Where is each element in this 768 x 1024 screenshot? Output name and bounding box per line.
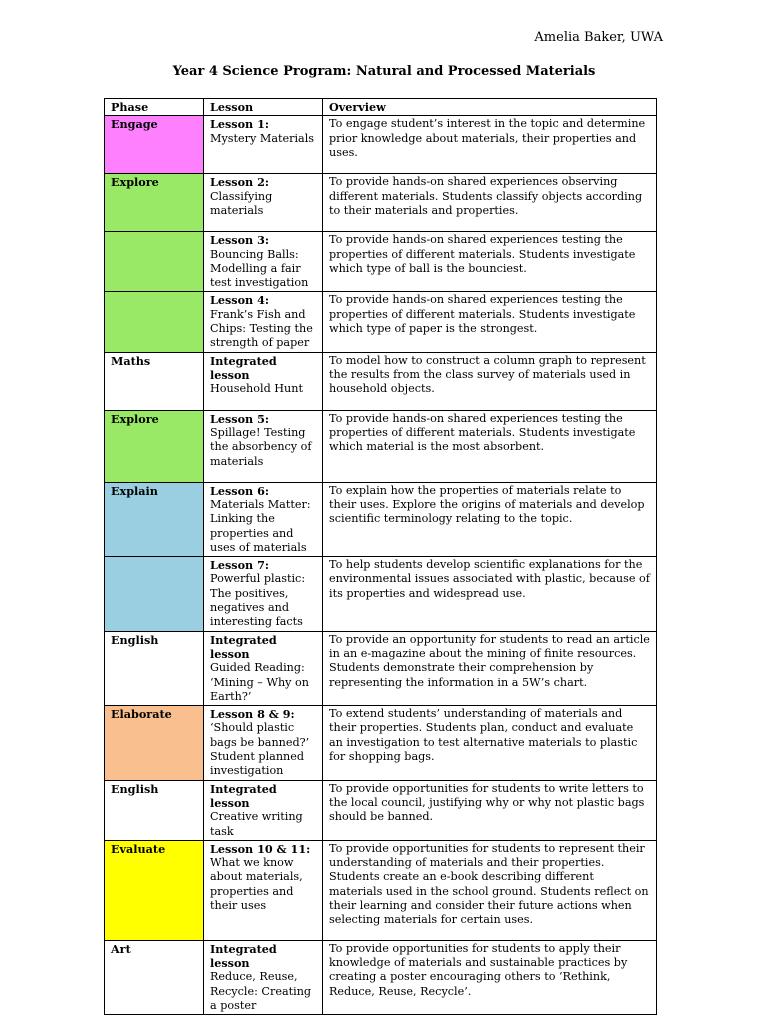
lesson-cell <box>204 706 323 780</box>
lesson-cell <box>204 232 323 292</box>
overview-cell: To help students develop scientific explanations for the environmental issues associated with plastic, because of its properties and widespread use. <box>323 557 657 631</box>
lesson-title: Integrated lesson <box>210 941 277 971</box>
lesson-cell <box>204 292 323 352</box>
phase-cell: English <box>105 780 204 840</box>
lesson-cell <box>204 352 323 410</box>
overview-cell: To model how to construct a column graph to represent the results from the class survey of materials used in household objects. <box>323 352 657 410</box>
table-row <box>105 706 657 780</box>
table-row <box>105 232 657 292</box>
lesson-title: Lesson 3: <box>210 233 269 248</box>
phase-cell <box>105 292 204 352</box>
lesson-subtitle: Materials Matter: Linking the properties and uses of materials <box>210 497 311 554</box>
column-header-phase: Phase <box>105 99 204 116</box>
lesson-subtitle: Reduce, Reuse, Recycle: Creating a poster <box>210 970 312 1012</box>
table-row <box>105 780 657 840</box>
overview-cell: To provide hands-on shared experiences observing different materials. Students classify objects according to their materials and properties. <box>323 174 657 232</box>
lesson-title: Lesson 8 & 9: <box>210 707 295 722</box>
lesson-cell <box>204 174 323 232</box>
lesson-cell <box>204 410 323 482</box>
overview-cell: To provide opportunities for students to represent their understanding of materials and their properties. Students create an e-book describing different materials used in the school ground. Students reflect on their learning and consider their future actions when selecting materials for certain uses. <box>323 840 657 940</box>
lesson-title: Lesson 1: <box>210 117 269 132</box>
table-row <box>105 840 657 940</box>
phase-cell: English <box>105 631 204 705</box>
phase-cell: Explain <box>105 482 204 556</box>
lesson-title: Integrated lesson <box>210 632 277 661</box>
column-header-overview: Overview <box>323 99 657 116</box>
lesson-title: Lesson 2: <box>210 175 269 190</box>
lesson-cell <box>204 780 323 840</box>
phase-cell <box>105 557 204 631</box>
table-header-row <box>105 99 657 116</box>
lesson-subtitle: Household Hunt <box>210 382 303 396</box>
table-row <box>105 352 657 410</box>
lesson-title: Lesson 10 & 11: <box>210 841 311 856</box>
phase-cell: Maths <box>105 352 204 410</box>
phase-cell: Art <box>105 940 204 1014</box>
lesson-title: Lesson 4: <box>210 293 269 308</box>
overview-cell: To engage student’s interest in the topic and determine prior knowledge about materials, their properties and uses. <box>323 116 657 174</box>
phase-cell: Engage <box>105 116 204 174</box>
table-row <box>105 410 657 482</box>
phase-cell: Evaluate <box>105 840 204 940</box>
overview-cell: To provide opportunities for students to write letters to the local council, justifying why or why not plastic bags should be banned. <box>323 780 657 840</box>
lesson-cell <box>204 557 323 631</box>
lesson-cell <box>204 482 323 556</box>
science-program-table <box>104 98 657 1015</box>
lesson-subtitle: ‘Should plastic bags be banned?’ Student planned investigation <box>210 721 310 778</box>
lesson-cell <box>204 631 323 705</box>
phase-cell: Elaborate <box>105 706 204 780</box>
table-row <box>105 174 657 232</box>
overview-cell: To provide hands-on shared experiences testing the properties of different materials. Students investigate which type of ball is the bounciest. <box>323 232 657 292</box>
lesson-subtitle: Bouncing Balls: Modelling a fair test investigation <box>210 247 309 290</box>
table-row <box>105 116 657 174</box>
column-header-lesson: Lesson <box>204 99 323 116</box>
table-row <box>105 940 657 1014</box>
author-name: Amelia Baker, UWA <box>534 30 663 45</box>
table-row <box>105 482 657 556</box>
lesson-title: Lesson 7: <box>210 558 269 573</box>
lesson-cell <box>204 940 323 1014</box>
overview-cell: To provide hands-on shared experiences testing the properties of different materials. Students investigate which material is the most absorbent. <box>323 410 657 482</box>
lesson-cell <box>204 840 323 940</box>
table-row <box>105 557 657 631</box>
lesson-subtitle: Guided Reading: ‘Mining – Why on Earth?’ <box>210 661 309 703</box>
lesson-cell <box>204 116 323 174</box>
overview-cell: To provide opportunities for students to apply their knowledge of materials and sustainable practices by creating a poster encouraging others to ‘Rethink, Reduce, Reuse, Recycle’. <box>323 940 657 1014</box>
lesson-title: Lesson 5: <box>210 411 269 426</box>
lesson-title: Integrated lesson <box>210 353 277 382</box>
lesson-subtitle: Creative writing task <box>210 810 303 838</box>
lesson-subtitle: Mystery Materials <box>210 131 315 145</box>
phase-cell: Explore <box>105 410 204 482</box>
document-title: Year 4 Science Program: Natural and Processed Materials <box>172 64 596 79</box>
overview-cell: To explain how the properties of materials relate to their uses. Explore the origins of materials and develop scientific terminology relating to the topic. <box>323 482 657 556</box>
lesson-subtitle: Spillage! Testing the absorbency of materials <box>210 425 312 468</box>
lesson-subtitle: Powerful plastic: The positives, negatives and interesting facts <box>210 572 306 629</box>
table-row <box>105 292 657 352</box>
lesson-title: Integrated lesson <box>210 781 277 810</box>
phase-cell: Explore <box>105 174 204 232</box>
overview-cell: To provide hands-on shared experiences testing the properties of different materials. Students investigate which type of paper is the strongest. <box>323 292 657 352</box>
phase-cell <box>105 232 204 292</box>
lesson-title: Lesson 6: <box>210 483 269 498</box>
overview-cell: To extend students’ understanding of materials and their properties. Students plan, conduct and evaluate an investigation to test alternative materials to plastic for shopping bags. <box>323 706 657 780</box>
lesson-subtitle: Frank’s Fish and Chips: Testing the strength of paper <box>210 307 313 350</box>
lesson-subtitle: What we know about materials, properties and their uses <box>210 856 303 912</box>
overview-cell: To provide an opportunity for students to read an article in an e-magazine about the mining of finite resources. Students demonstrate their comprehension by representing the information in a 5W’s chart. <box>323 631 657 705</box>
lesson-subtitle: Classifying materials <box>210 189 273 217</box>
table-row <box>105 631 657 705</box>
